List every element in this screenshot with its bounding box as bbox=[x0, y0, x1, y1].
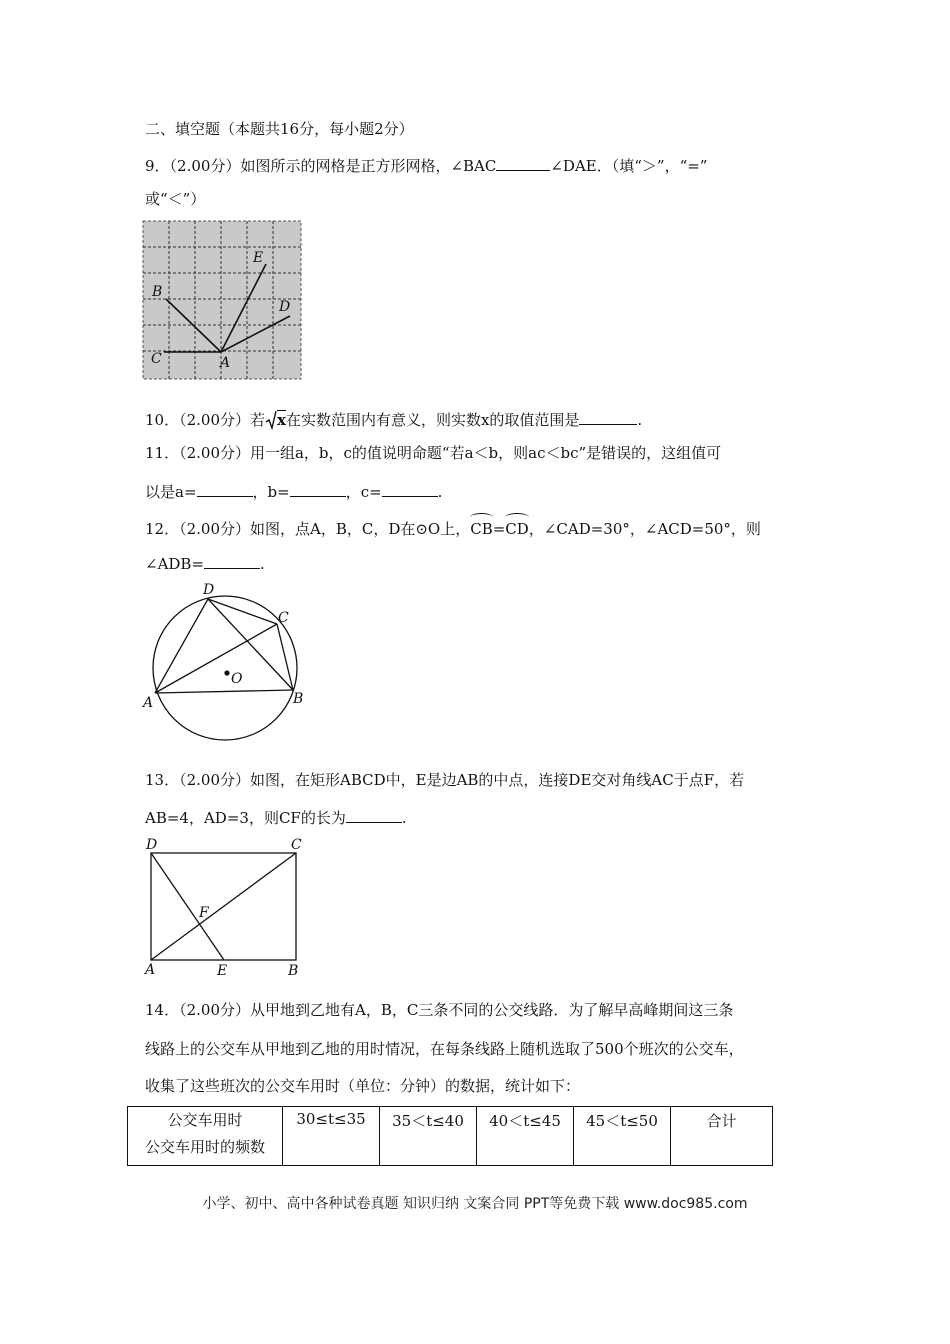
q12-post: ，∠CAD=30°，∠ACD=50°，则 bbox=[528, 520, 761, 538]
q12-line2-pre: ∠ADB= bbox=[145, 555, 205, 573]
table-col-4: 45＜t≤50 bbox=[574, 1107, 671, 1166]
q11-a-label: 以是a= bbox=[145, 483, 197, 501]
q9-line1 bbox=[145, 156, 707, 176]
table-head-frequency: 公交车用时的频数 bbox=[144, 1138, 265, 1156]
q13-label-f: F bbox=[199, 905, 209, 921]
q9-label-a: A bbox=[220, 355, 231, 371]
page-footer: 小学、初中、高中各种试卷真题 知识归纳 文案合同 PPT等免费下载 www.doc985.com bbox=[202, 1196, 748, 1212]
q10-end: . bbox=[637, 411, 643, 429]
q12-circle-figure bbox=[140, 580, 315, 750]
q13-label-d: D bbox=[146, 837, 158, 853]
q10-pre: 10．（2.00分）若 bbox=[145, 411, 265, 429]
q11-line1: 11．（2.00分）用一组a，b，c的值说明命题“若a＜b，则ac＜bc”是错误的，这组值可 bbox=[145, 444, 722, 462]
q9-label-e: E bbox=[253, 250, 264, 266]
q11-b-label: ，b= bbox=[252, 483, 290, 501]
q13-line2 bbox=[145, 808, 407, 828]
q12-label-a: A bbox=[143, 695, 154, 711]
section-title: 二、填空题（本题共16分，每小题2分） bbox=[145, 120, 414, 138]
sqrt-expression bbox=[265, 410, 286, 430]
q11-c-label: ，c= bbox=[345, 483, 382, 501]
center-point bbox=[224, 670, 229, 675]
q13-label-e: E bbox=[217, 963, 228, 979]
q12-label-o: O bbox=[231, 671, 243, 687]
q12-label-c: C bbox=[278, 610, 289, 626]
q13-label-a: A bbox=[145, 962, 156, 978]
q12-pre: 12．（2.00分）如图，点A，B，C，D在⊙O上， bbox=[145, 520, 471, 538]
q9-label-b: B bbox=[152, 284, 163, 300]
q9-answer-blank[interactable] bbox=[496, 156, 550, 171]
q13-rectangle-figure bbox=[140, 835, 315, 980]
arc-cd: CD bbox=[505, 515, 529, 539]
sqrt-sign-icon bbox=[265, 410, 277, 430]
q11-end: . bbox=[437, 483, 443, 501]
q10-line bbox=[145, 410, 642, 430]
q10-post: 在实数范围内有意义，则实数x的取值范围是 bbox=[285, 411, 580, 429]
table-header-cell bbox=[128, 1107, 283, 1166]
q13-line2-pre: AB=4，AD=3，则CF的长为 bbox=[145, 809, 346, 827]
frequency-table bbox=[127, 1106, 773, 1166]
q10-answer-blank[interactable] bbox=[579, 410, 637, 425]
q9-label-d: D bbox=[279, 299, 291, 315]
table-col-total: 合计 bbox=[671, 1107, 773, 1166]
q9-label-c: C bbox=[151, 351, 162, 367]
table-col-3: 40＜t≤45 bbox=[477, 1107, 574, 1166]
q13-line1: 13．（2.00分）如图，在矩形ABCD中，E是边AB的中点，连接DE交对角线AC于点F，若 bbox=[145, 771, 745, 789]
q11-c-blank[interactable] bbox=[382, 482, 438, 497]
rectangle-lines bbox=[151, 853, 296, 960]
q9-line2: 或“＜”） bbox=[145, 190, 206, 208]
q13-label-b: B bbox=[288, 963, 299, 979]
q11-line2 bbox=[145, 482, 442, 502]
q12-label-b: B bbox=[293, 691, 304, 707]
q11-b-blank[interactable] bbox=[290, 482, 346, 497]
q12-line2 bbox=[145, 554, 265, 574]
q9-line1-post: ∠DAE．（填“＞”，“=” bbox=[550, 157, 708, 175]
q12-answer-blank[interactable] bbox=[204, 554, 260, 569]
q9-line1-pre: 9．（2.00分）如图所示的网格是正方形网格，∠BAC bbox=[145, 157, 497, 175]
q11-a-blank[interactable] bbox=[197, 482, 253, 497]
q14-line2: 线路上的公交车从甲地到乙地的用时情况，在每条线路上随机选取了500个班次的公交车， bbox=[145, 1040, 744, 1058]
table-head-time: 公交车用时 bbox=[167, 1111, 243, 1129]
q14-line1: 14．（2.00分）从甲地到乙地有A，B，C三条不同的公交线路．为了解早高峰期间这三条 bbox=[145, 1001, 734, 1019]
q12-eq: = bbox=[492, 520, 506, 538]
q14-line3: 收集了这些班次的公交车用时（单位：分钟）的数据，统计如下： bbox=[145, 1077, 581, 1095]
arc-cb: CB bbox=[470, 515, 493, 539]
q12-line1 bbox=[145, 515, 761, 539]
table-col-2: 35＜t≤40 bbox=[380, 1107, 477, 1166]
q12-end: . bbox=[260, 555, 265, 573]
q9-grid-figure bbox=[142, 220, 304, 382]
table-col-1: 30≤t≤35 bbox=[283, 1107, 380, 1166]
q13-label-c: C bbox=[291, 837, 302, 853]
q10-radicand: x bbox=[277, 411, 286, 429]
q13-answer-blank[interactable] bbox=[346, 808, 402, 823]
q13-end: . bbox=[401, 809, 407, 827]
q12-label-d: D bbox=[203, 582, 215, 598]
